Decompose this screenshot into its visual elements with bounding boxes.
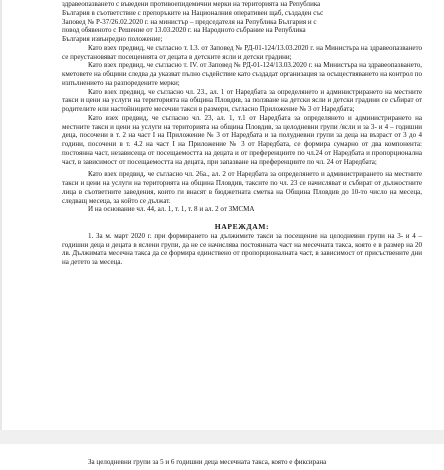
order-heading: НАРЕЖДАМ: — [214, 222, 270, 231]
paragraph-measures: Като взех предвид, че съгласно т. I.3. от Заповед № РД-01-124/13.03.2020 г. на Министъра на здравеопазването се преустановяват посещенията от децата в детските ясли и детски градини; — [62, 43, 422, 61]
paragraph-next-page: За целодневни групи за 5 и 6 годишни деца месечната такса, която е фиксирана — [88, 458, 327, 466]
paragraph-article-26a: Като взех предвид, че съгласно чл. 26а., ал. 2 от Наредбата за определянето и администрирането на местните такси и цени на услуги на територията на община Пловдив, таксите по чл. 23 се начисляват и събират от дължостните лица в съответните заведения, които ги внасят в бюджетната сметка на Община Пловдив до 10-то число на месеца, следващ месеца, за който се дължат. — [62, 170, 422, 205]
text-line: България в съответствие с препоръките на Националния оперативен щаб, създаден със — [62, 8, 324, 17]
document-page-1 — [62, 0, 422, 430]
paragraph-article-23-1: Като взех предвид, че съгласно чл. 23, ал. 1, т.1 от Наредбата за определянето и администрирането на местните такси и цени на услуги на територията на община Пловдив, за целодневни групи /ясли и за 3- и 4 – годишни деца, посочени в т. 2 на част I на Приложение № 3 от Наредбата и за полудневни групи за деца на възраст от 3 до 4 години, посочени в т. 4.2 на част I на Приложение № 3 от Наредбата, се формира сумарно от два компонента: постоянна част, независеща от посещаемостта на децата и от преференциите по чл.24 от Наредбата и пропорционална част, в зависимост от посещаемостта на децата, при запазване на преференциите по чл. 24 от Наредбата; — [62, 113, 422, 166]
page-separator — [0, 430, 444, 444]
paragraph-legal-basis: И на основание чл. 44, ал. 1, т. 1, т. 8 и ал. 2 от ЗМСМА — [88, 205, 255, 214]
text-line: България извънредно положение; — [62, 35, 163, 43]
page-edge — [0, 0, 2, 430]
text-line: повод обявеното с Решение от 13.03.2020 г. на Народното събрание на Република — [62, 26, 306, 35]
text-line: здравеопазването с въведени противоепидемични мерки на територията на Република — [62, 0, 321, 8]
text-line: Заповед № Р-37/26.02.2020 г. на министър – председателя на Република България и с — [62, 17, 317, 26]
paragraph-mayors: Като взех предвид, че съгласно т. IV. от Заповед № РД-01-124/13.03.2020 г. на Министъра на здравеопазването, кметовете на общини следва да указват пълно съдействие като създадат организация за осъществяването на контрол по изпълнението на разпоредените мерки; — [62, 61, 422, 87]
document-page-2 — [62, 444, 422, 470]
paragraph-article-23: Като взех предвид, че съгласно чл. 23., ал. 1 от Наредбата за определянето и администрирането на местните такси и цени на услуги на територията на община Пловдив, за ползване на детски ясли и детски градини се събират от родителите или настойниците месечни такси в размери, съгласно Приложение № 3 от Наредбата; — [62, 87, 422, 113]
order-item-1: 1. За м. март 2020 г. при формирането на дължимите такси за посещение на целодневни групи на 3- и 4 – годишни деца и децата в яслени групи, да не се начислява постоянната част на месечната такса, която е в размер на 20 лв. Дължимата месечна такса да се формира единствено от пропорционалната част, в зависимост от присъствените дни на детето за месеца. — [62, 231, 422, 266]
